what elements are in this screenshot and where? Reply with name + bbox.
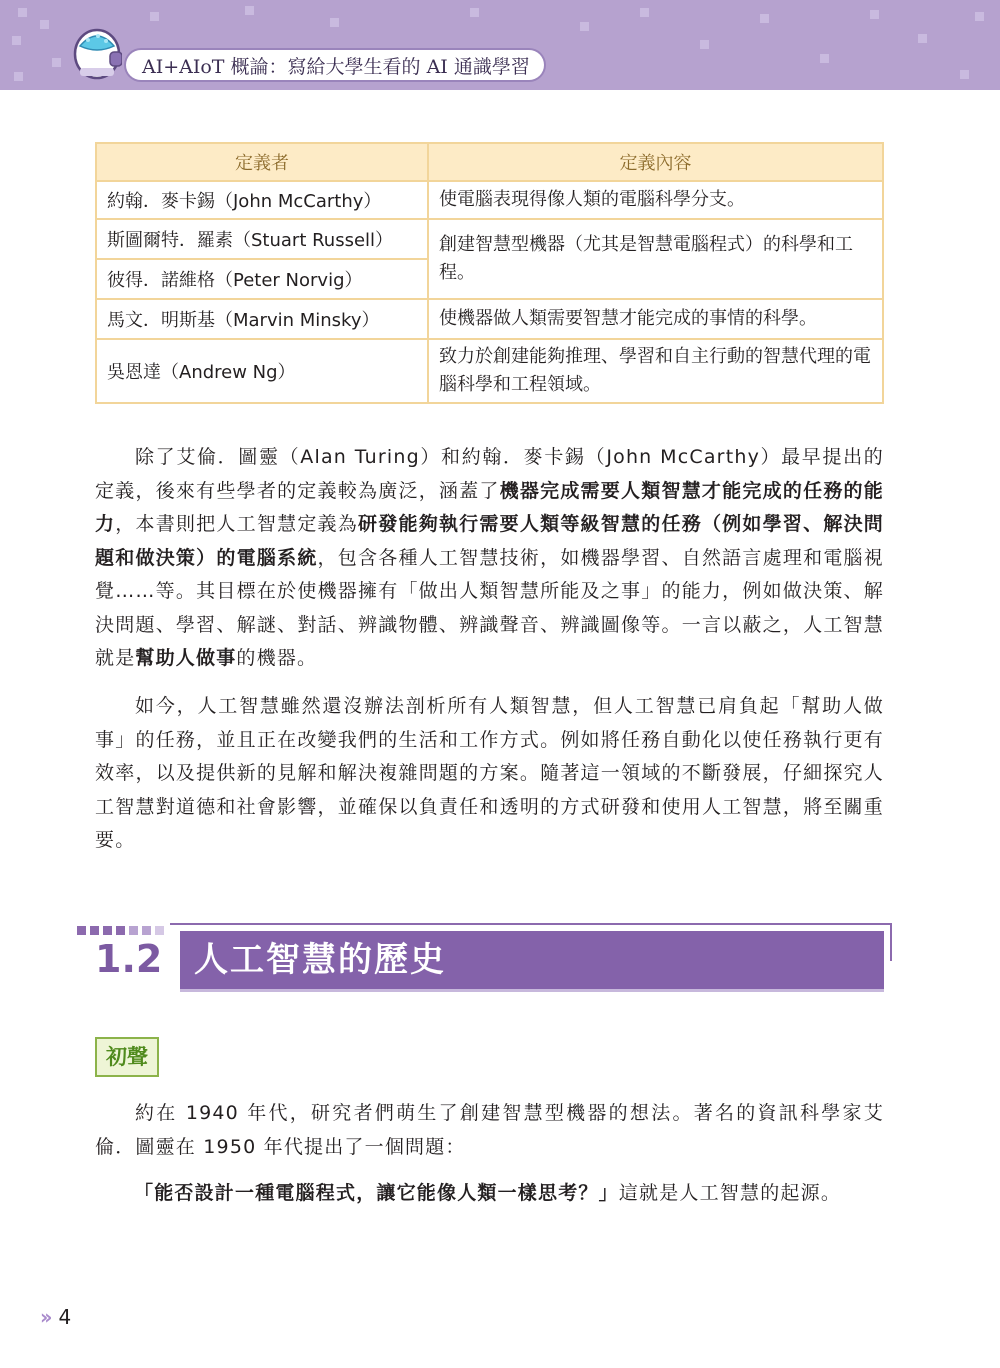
table-row xyxy=(96,339,883,403)
page-footer xyxy=(40,1305,71,1329)
body-paragraph: 如今，人工智慧雖然還沒辦法剖析所有人類智慧，但人工智慧已肩負起「幫助人做事」的任務，並且正在改變我們的生活和工作方式。例如將任務自動化以使任務執行更有效率，以及提供新的見解和解決複雜問題的方案。隨著這一領域的不斷發展，仔細探究人工智慧對道德和社會影響，並確保以負責任和透明的方式研發和使用人工智慧，將至關重要。 xyxy=(95,695,884,851)
question-text: 「能否設計一種電腦程式，讓它能像人類一樣思考？」 xyxy=(134,1182,619,1204)
column-header-content: 定義內容 xyxy=(428,143,883,181)
subsection-tag: 初聲 xyxy=(95,1037,159,1077)
definition-text: 使機器做人類需要智慧才能完成的事情的科學。 xyxy=(428,299,883,339)
decor-square xyxy=(52,58,61,67)
definer-name: 馬文．明斯基（Marvin Minsky） xyxy=(96,299,428,339)
decor-square xyxy=(470,8,479,17)
decor-square xyxy=(918,34,927,43)
section-rule xyxy=(890,923,892,961)
emphasis-text: 研發能夠執行需要人類等級智慧的任務（例如學習、解決問題和做決策）的電腦系統 xyxy=(95,513,884,569)
decor-square xyxy=(760,14,769,23)
decor-square xyxy=(12,36,21,45)
decor-square xyxy=(960,70,969,79)
table-row xyxy=(96,299,883,339)
paragraph-text: ，本書則把人工智慧定義為 xyxy=(115,513,359,535)
decor-square xyxy=(150,12,159,21)
decor-square xyxy=(18,8,27,17)
body-paragraph: 約在 1940 年代，研究者們萌生了創建智慧型機器的想法。著名的資訊科學家艾倫．圖靈在 1950 年代提出了一個問題： xyxy=(95,1102,884,1158)
decor-square xyxy=(640,8,649,17)
section-number: 1.2 xyxy=(95,937,163,981)
column-header-definer: 定義者 xyxy=(96,143,428,181)
decor-square xyxy=(330,18,339,27)
body-paragraph xyxy=(95,441,884,676)
chevron-right-icon: ›› xyxy=(40,1305,49,1329)
definition-text: 創建智慧型機器（尤其是智慧電腦程式）的科學和工程。 xyxy=(428,219,883,299)
paragraph-text: 這就是人工智慧的起源。 xyxy=(618,1182,842,1204)
definer-name: 約翰．麥卡錫（John McCarthy） xyxy=(96,181,428,219)
book-title: AI+AIoT 概論：寫給大學生看的 AI 通識學習 xyxy=(126,50,544,80)
decor-square xyxy=(820,54,829,63)
definer-name: 吳恩達（Andrew Ng） xyxy=(96,339,428,403)
table-row xyxy=(96,181,883,219)
definition-text: 使電腦表現得像人類的電腦科學分支。 xyxy=(428,181,883,219)
section-title: 人工智慧的歷史 xyxy=(180,931,884,989)
page-number: 4 xyxy=(58,1305,72,1329)
definition-table xyxy=(95,142,884,404)
decor-square xyxy=(580,22,589,31)
table-row xyxy=(96,219,883,259)
definer-name: 斯圖爾特．羅素（Stuart Russell） xyxy=(96,219,428,259)
paragraph-text: ，包含各種人工智慧技術，如機器學習、自然語言處理和電腦視覺……等。其目標在於使機器擁有「做出人類智慧所能及之事」的能力，例如做決策、解決問題、學習、解謎、對話、辨識物體、辨識聲音、辨識圖像等。一言以蔽之，人工智慧就是 xyxy=(95,546,884,669)
robot-head-icon xyxy=(72,24,122,82)
paragraph-text: 的機器。 xyxy=(236,647,318,669)
decor-square xyxy=(40,20,49,29)
decor-square xyxy=(14,72,23,81)
key-question xyxy=(134,1177,894,1210)
definer-name: 彼得．諾維格（Peter Norvig） xyxy=(96,259,428,299)
decor-square xyxy=(700,40,709,49)
page-header-band xyxy=(0,0,1000,90)
decor-square xyxy=(870,10,879,19)
section-rule xyxy=(170,923,892,925)
decor-square xyxy=(975,12,984,21)
table-header-row xyxy=(96,143,883,181)
paragraph-text: 除了艾倫．圖靈（Alan Turing）和約翰．麥卡錫（John McCarthy）最早提出的定義，後來有些學者的定義較為廣泛，涵蓋了 xyxy=(95,446,884,502)
decor-square xyxy=(245,6,254,15)
definition-text: 致力於創建能夠推理、學習和自主行動的智慧代理的電腦科學和工程領域。 xyxy=(428,339,883,403)
emphasis-text: 機器完成需要人類智慧才能完成的任務的能力 xyxy=(95,479,884,535)
emphasis-text: 幫助人做事 xyxy=(135,647,237,669)
